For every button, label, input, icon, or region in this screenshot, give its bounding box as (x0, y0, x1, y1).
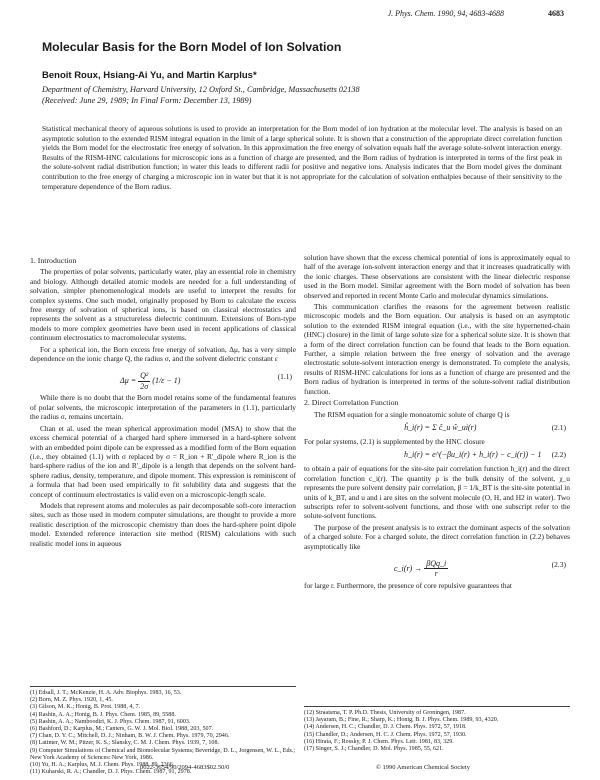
right-column (304, 253, 570, 592)
equation-number: (1.1) (277, 372, 292, 382)
equation-number: (2.1) (551, 422, 566, 432)
reference-item: (15) Chandler, D.; Andersen, H. C. J. Chem. Phys. 1972, 57, 1930. (304, 731, 467, 738)
equation-1-1 (30, 365, 296, 391)
reference-item: (16) Hirata, F.; Rossky, P. J. Chem. Phys. Lett. 1981, 83, 329. (304, 738, 454, 745)
equation-body: h_i(r) = e^(−βu_i(r) + h_i(r) − c_i(r)) − 1 (404, 450, 542, 460)
paragraph: Models that represent atoms and molecules as pair decomposable soft-core interaction sites, such as those used in modern computer simulations, are thought to provide a more realistic description of the microscopic chemistry than does the hard-sphere point dipole model. Extended reference interaction site method (RISM) calculations with such realistic model ions in aqueous (30, 500, 296, 548)
abstract: Statistical mechanical theory of aqueous solutions is used to provide an interpretation for the Born model of ion hydration at the molecular level. The analysis is based on an asymptotic solution to the extended RISM integral equation in the limit of a large spherical solute. It is shown that a construction of the appropriate direct correlation function yields the Born model for the electrostatic free energy of solvation. In this approximation the free energy of solvation equals half the average solute-solvent interaction energy. Results of the RISM-HNC calculations for microscopic ions as a function of charge are presented, and the Born radius of hydration is interpreted in terms of the first peak in the solute-solvent radial distribution function; in water this leads to different radii for positive and negative ions. Analysis indicates that the Born model gives the dominant contribution to the free energy of charging a microscopic ion in water but that it is not appropriate for the calculation of solvation enthalpies because of their sensitivity to the temperature dependence of the Born radius. (42, 124, 562, 191)
equation-2-1 (304, 421, 570, 435)
footnote-references-left (30, 686, 296, 776)
paragraph: The RISM equation for a single monoatomic solute of charge Q is (314, 409, 510, 419)
equation-2-2 (304, 448, 570, 462)
reference-item: (11) Kuharski, R. A.; Chandler, D. J. Phys. Chem. 1987, 91, 2978. (30, 769, 192, 776)
article-title: Molecular Basis for the Born Model of Ion Solvation (42, 40, 342, 54)
paragraph: While there is no doubt that the Born model retains some of the fundamental features of polar solvents, the microscopic interpretation of the parameters in (1.1), particularly the radius σ, remains uncertain. (30, 393, 296, 422)
reference-item: (1) Edsall, J. T.; McKenzie, H. A. Adv. Biophys. 1983, 16, 53. (30, 690, 182, 696)
paragraph: For a spherical ion, the Born excess free energy of solvation, Δμ, has a very simple dependence on the ionic charge Q, the radius σ, and the solvent dielectric constant ε (30, 344, 296, 364)
reference-item: (12) Straatsma, T. P. Ph.D. Thesis, University of Groningen, 1987. (304, 710, 466, 716)
reference-item: (6) Bashford, D.; Karplus, M.; Canters, G. W. J. Mol. Biol. 1988, 203, 507. (30, 726, 214, 733)
reference-item: (2) Born, M. Z. Phys. 1920, 1, 45. (30, 697, 113, 704)
reference-item: (10) Yu, H. A.; Karplus, M. J. Chem. Phys. 1988, 89, 2366. (30, 762, 175, 769)
paragraph: The purpose of the present analysis is to extract the dominant aspects of the solvation of a charged solute. For a charged solute, the direct correlation function in (2.2) behaves asymptotically like (304, 522, 570, 551)
equation-lhs: c_i(r) → (394, 563, 425, 573)
page-number: 4683 (548, 9, 564, 18)
equation-fraction (138, 371, 150, 391)
fraction-denominator: r (434, 569, 438, 579)
reference-item: (5) Rashin, A. A.; Namboodiri, K. J. Phys. Chem. 1987, 91, 6003. (30, 718, 191, 725)
reference-item: (8) Latimer, W. M.; Pitzer, K. S.; Slansky, C. M. J. Chem. Phys. 1939, 7, 108. (30, 740, 220, 747)
equation-number: (2.3) (551, 559, 566, 569)
reference-item: (4) Rashin, A. A.; Honig, B. J. Phys. Chem. 1985, 89, 5588. (30, 711, 176, 718)
fraction-numerator: Q² (140, 371, 149, 381)
author-list: Benoit Roux, Hsiang-Ai Yu, and Martin Karplus* (42, 70, 257, 81)
fraction-numerator: βQq_i (426, 558, 447, 568)
reference-item: (9) Computer Simulations of Chemical and Biomolecular Systems; Beveridge, D. L., Jorgensen, W. L., Eds.; New York Academy of Sciences: New York, 1986. (30, 747, 296, 761)
paragraph: For polar systems, (2.1) is supplemented by the HNC closure (304, 436, 485, 446)
paragraph: for large r. Furthermore, the presence of core repulsive guarantees that (304, 580, 512, 590)
section-heading-introduction: 1. Introduction (30, 256, 77, 265)
footnote-references-right (304, 706, 570, 753)
affiliation: Department of Chemistry, Harvard University, 12 Oxford St., Cambridge, Massachusetts 02138 (42, 85, 360, 94)
paragraph: Chan et al. used the mean spherical approximation model (MSA) to show that the excess chemical potential of a charged hard sphere immersed in a hard-sphere solvent with an embedded point dipole can be expressed as a modified form of the Born equation (i.e., they obtained (1.1) with σ replaced by σ = R_ion + R'_dipole where R_ion is the hard-sphere radius of the ion and R'_dipole is a length that depends on the solvent hard-sphere radius, density, temperature, and dipole moment. This expression is reminiscent of a formula that had been used empirically to fit solubility data and suggests that the concept of continuum electrostatics is valid even on a microscopic-length scale. (30, 423, 296, 499)
journal-citation: J. Phys. Chem. 1990, 94, 4683-4688 (387, 9, 504, 18)
paragraph: This communication clarifies the reasons for the agreement between realistic microscopic models and the Born equation. Our analysis is based on an asymptotic solution to the extended RISM integral equation (i.e., with the site hypernetted-chain (HNC) closure) in the limit of large solute size for a spherical solute size. It is shown that a form of the direct correlation function can be found that leads to the Born equation. Further, a simple relation between the free energy of solvation and the average electrostatic solute-solvent interaction energy is demonstrated. To complete the analysis, results of RISM-HNC calculations for ions as a function of charge are presented and the Born radius of hydration is interpreted in terms of the solute-solvent radial distribution function. (304, 302, 570, 396)
reference-item: (7) Chan, D. Y. C.; Mitchell, D. J.; Ninham, B. W. J. Chem. Phys. 1979, 70, 2946. (30, 733, 230, 740)
left-column (30, 256, 296, 550)
equation-number: (2.2) (551, 450, 566, 460)
paragraph: solution have shown that the excess chemical potential of ions is approximately equal to half of the average ion-solvent interaction energy and that it increases quadratically with the ionic charges. These observations are consistent with the linear dielectric response used in the Born model. Similar agreement with the Born model of solvation has been observed and reported in recent Monte Carlo and molecular dynamics simulations. (304, 253, 570, 300)
received-dates: (Received: June 29, 1989; In Final Form: December 13, 1989) (42, 96, 252, 105)
section-heading-direct-correlation: 2. Direct Correlation Function (304, 398, 399, 408)
paragraph: to obtain a pair of equations for the site-site pair correlation function h_i(r) and the direct correlation function c_i(r). The quantity ρ is the bulk density of the solvent, χ_u represents the pure solvent density pair correlation, β = 1/k_BT is the site-site potential in units of k_BT, and u and i are sites on the solvent molecule (O, H, and H2 in water). Two subscripts refer to solvent-solvent functions, and those with one subscript refer to the solute-solvent functions. (304, 464, 570, 521)
affiliation-block (42, 84, 562, 106)
reference-item: (17) Singer, S. J.; Chandler, D. Mol. Phys. 1985, 55, 621. (304, 746, 444, 753)
equation-2-3 (304, 553, 570, 579)
equation-body: ĥ_i(r) = Σ ĉ_u ŵ_ui(r) (404, 422, 477, 432)
equation-lhs: Δμ = (120, 376, 139, 386)
reference-item: (13) Jayaram, B.; Fine, R.; Sharp, K.; Honig, B. J. Phys. Chem. 1989, 93, 4320. (304, 717, 499, 724)
reference-item: (3) Gilson, M. K.; Honig, B. Prot. 1988, 4, 7. (30, 704, 141, 711)
fraction-denominator: 2σ (140, 381, 149, 391)
paragraph: The properties of polar solvents, particularly water, play an essential role in chemistry and biology. Although detailed atomic models are needed for a full understanding of solvation, simpler phenomenological models are useful to interpret the results for complex systems. One such model, originally proposed by Born to calculate the excess free energy of solvation of spherical ions, is based on classical electrostatics and represents the solvent as a structureless dielectric continuum. Extensions of Born-type models to more complex geometries have been used in recent applications of classical continuum electrostatics to macromolecular systems. (30, 267, 296, 343)
copyright-notice: © 1990 American Chemical Society (375, 764, 470, 771)
article-code: 0022-3654/90/2094-4683$02.50/0 (140, 764, 230, 771)
equation-rhs: (1/ε − 1) (152, 376, 181, 386)
reference-item: (14) Andersen, H. C.; Chandler, D. J. Chem. Phys. 1972, 57, 1918. (304, 724, 467, 731)
equation-fraction (424, 559, 448, 579)
